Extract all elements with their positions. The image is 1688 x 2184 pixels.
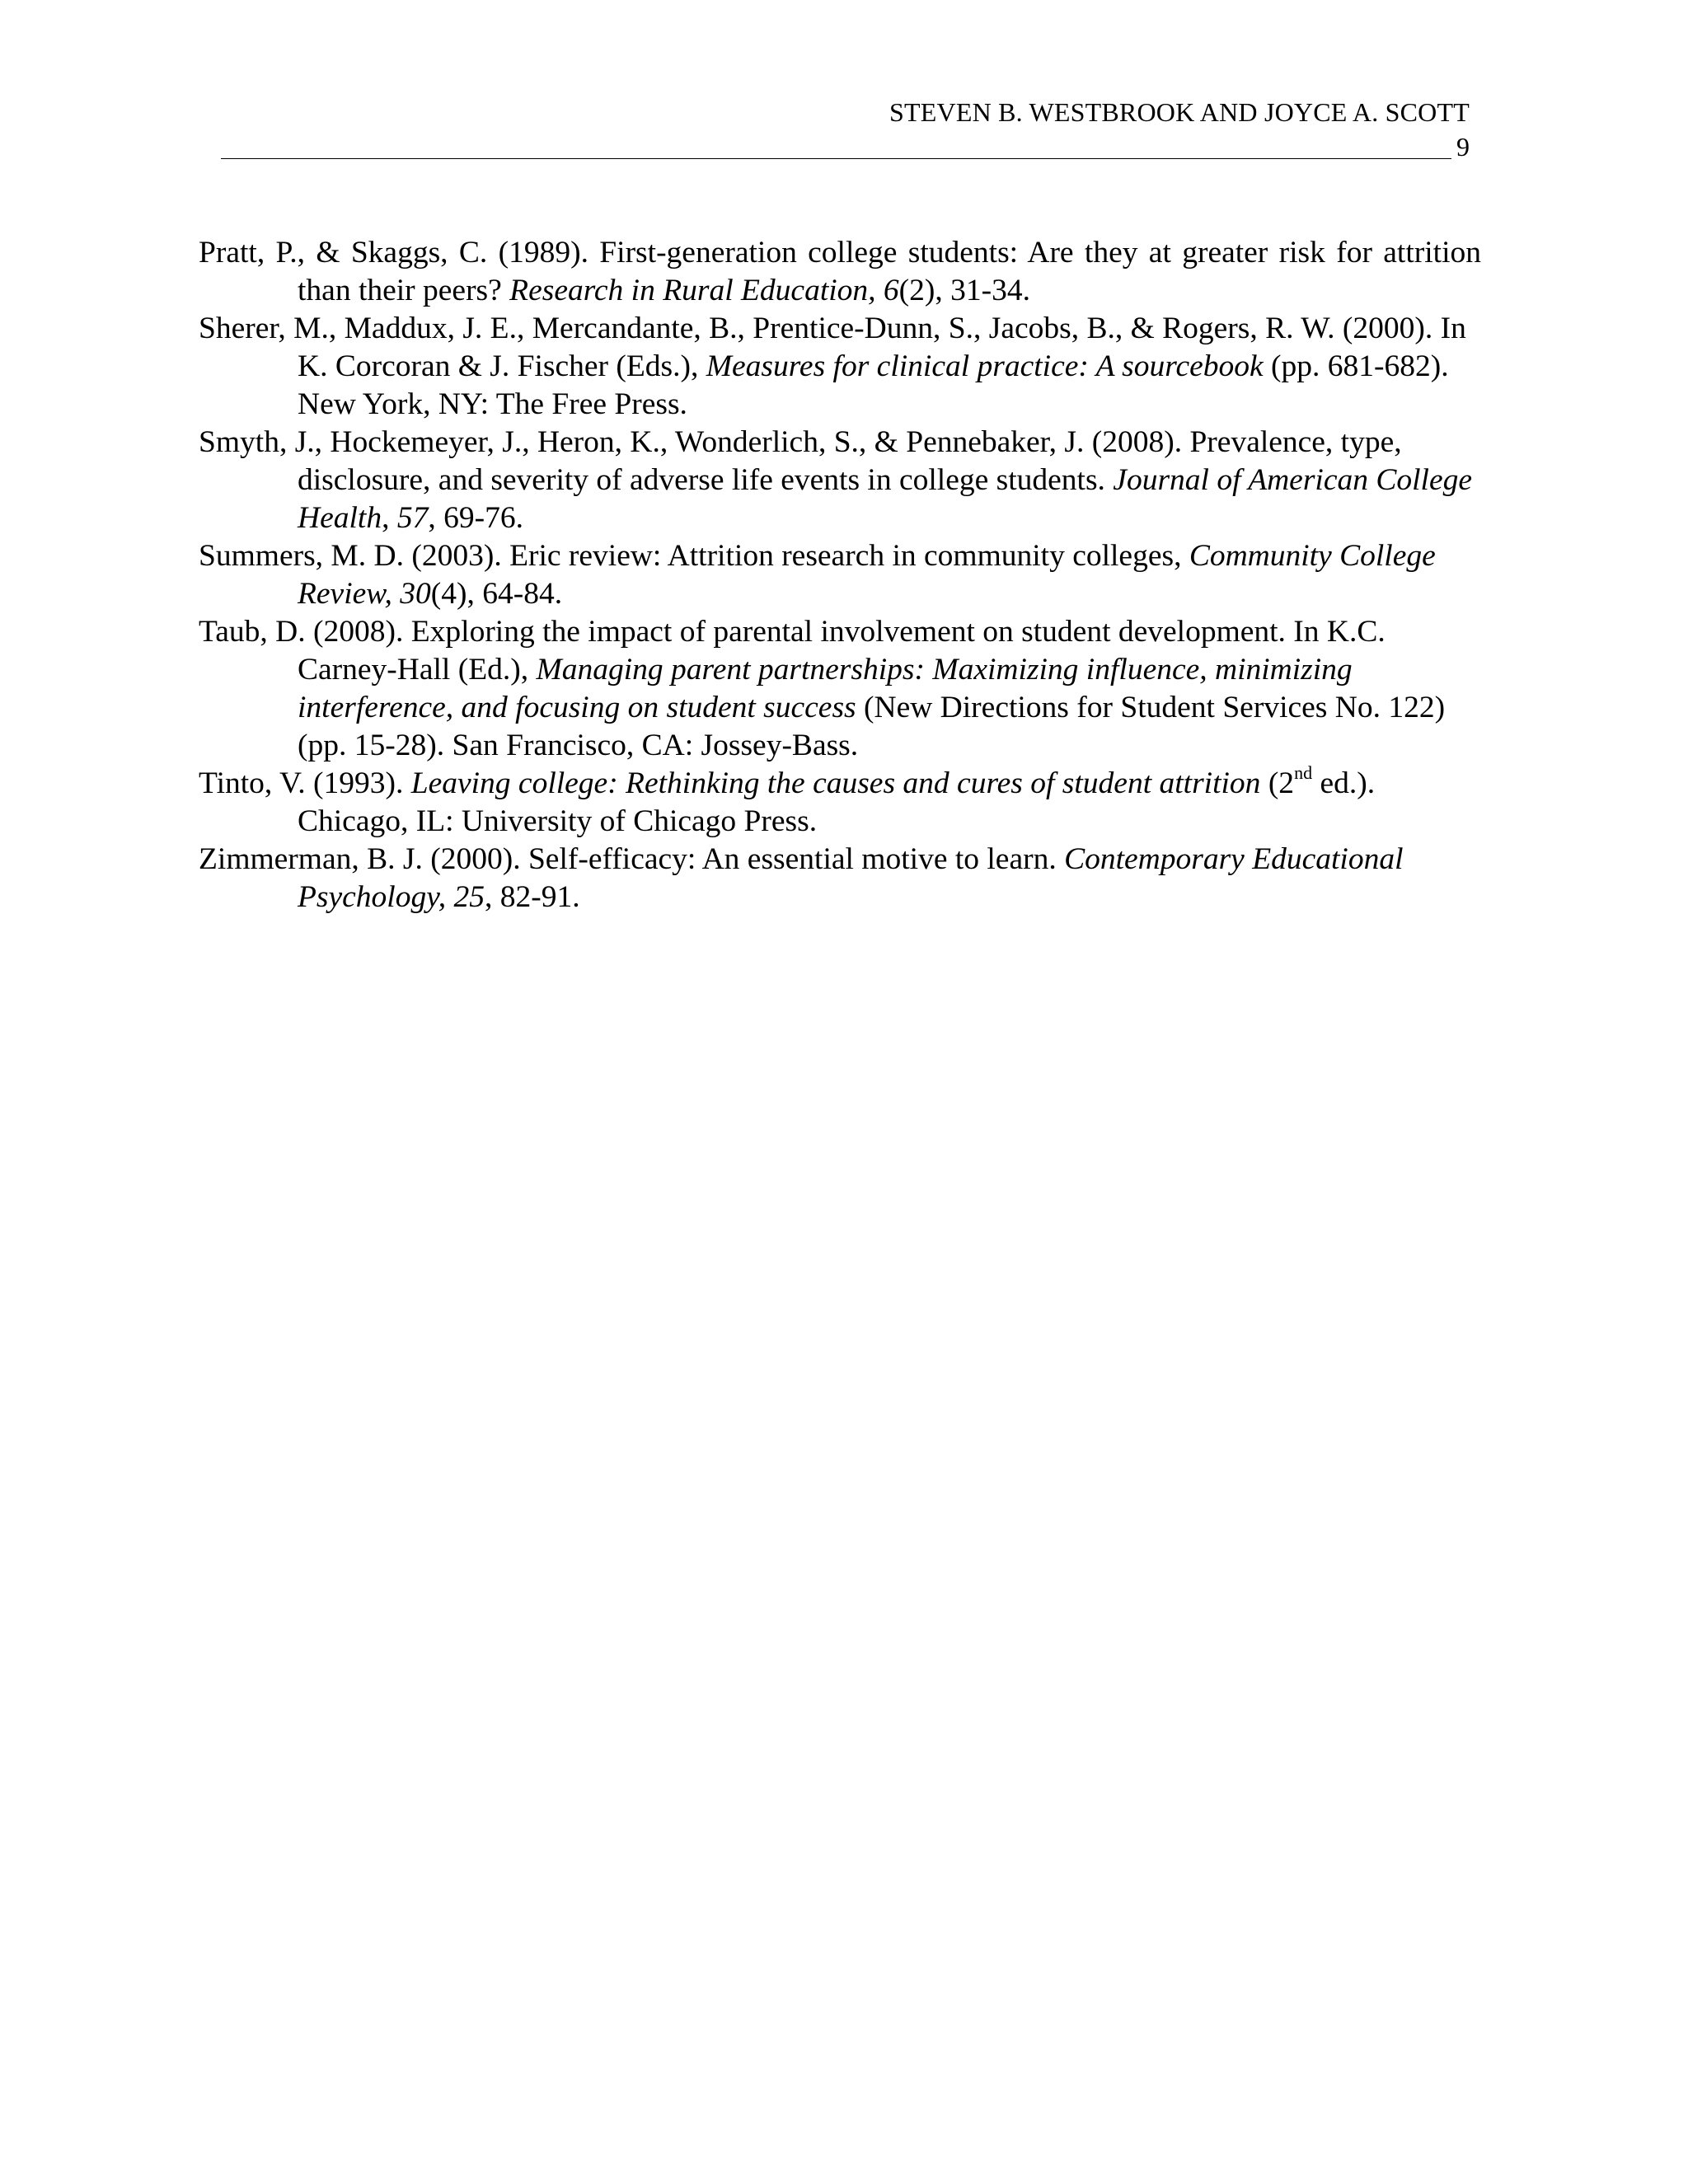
reference-text: (2), 31-34. — [898, 274, 1031, 307]
reference-text: (pp. 681-682). New York, NY: The Free Press. — [298, 349, 1449, 421]
reference-text: Taub, D. (2008). Exploring the impact of parental involvement on student development. In K.C. Carney-Hall (Ed.), — [199, 615, 1386, 687]
reference-entry-zimmerman — [199, 841, 1481, 916]
reference-entry-pratt — [199, 234, 1481, 310]
reference-entry-tinto — [199, 762, 1481, 841]
reference-text: ed.). Chicago, IL: University of Chicago Press. — [298, 766, 1376, 838]
reference-superscript: nd — [1294, 762, 1313, 783]
reference-text: Summers, M. D. (2003). Eric review: Attrition research in community colleges, — [199, 539, 1189, 573]
reference-entry-smyth — [199, 424, 1481, 537]
reference-entry-sherer — [199, 310, 1481, 424]
reference-book-title: Leaving college: Rethinking the causes and cures of student attrition — [410, 766, 1261, 800]
reference-journal-title: Contemporary Educational Psychology, 25 — [298, 842, 1404, 914]
running-head-authors: STEVEN B. WESTBROOK AND JOYCE A. SCOTT — [889, 97, 1470, 127]
running-head — [221, 92, 1470, 163]
reference-journal-title: Community College Review, 30 — [298, 539, 1436, 611]
reference-text: Zimmerman, B. J. (2000). Self-efficacy: An essential motive to learn. — [199, 842, 1065, 876]
reference-book-title: Managing parent partnerships: Maximizing influence, minimizing interference, and focusing on student success — [298, 653, 1353, 724]
reference-text: Tinto, V. (1993). — [199, 766, 411, 800]
reference-text: (New Directions for Student Services No. 122) (pp. 15-28). San Francisco, CA: Jossey-Bass. — [298, 691, 1446, 762]
reference-text: Pratt, P., & Skaggs, C. (1989). First-generation college students: Are they at greater risk for attrition than their peers? — [199, 236, 1481, 307]
reference-entry-taub — [199, 613, 1481, 765]
reference-entry-summers — [199, 537, 1481, 613]
reference-journal-title: Research in Rural Education, 6 — [509, 274, 899, 307]
reference-text: , 82-91. — [485, 880, 580, 914]
reference-text: (2 — [1260, 766, 1295, 800]
reference-text: (4), 64-84. — [430, 577, 563, 611]
reference-journal-title: Journal of American College Health — [298, 463, 1472, 535]
reference-text: , 69-76. — [428, 501, 523, 535]
reference-text: , — [382, 501, 397, 535]
reference-book-title: Measures for clinical practice: A sourcebook — [706, 349, 1264, 383]
page-number: 9 — [1456, 132, 1470, 162]
reference-text: Sherer, M., Maddux, J. E., Mercandante, B., Prentice-Dunn, S., Jacobs, B., & Rogers, R. W. (2000). In K. Corcoran & J. Fischer (Eds.), — [199, 312, 1466, 383]
reference-volume: 57 — [396, 501, 429, 535]
reference-text: Smyth, J., Hockemeyer, J., Heron, K., Wonderlich, S., & Pennebaker, J. (2008). Prevalence, type, disclosure, and severity of adverse life events in college students. — [199, 425, 1402, 497]
header-rule — [221, 158, 1451, 159]
reference-list — [199, 234, 1481, 916]
